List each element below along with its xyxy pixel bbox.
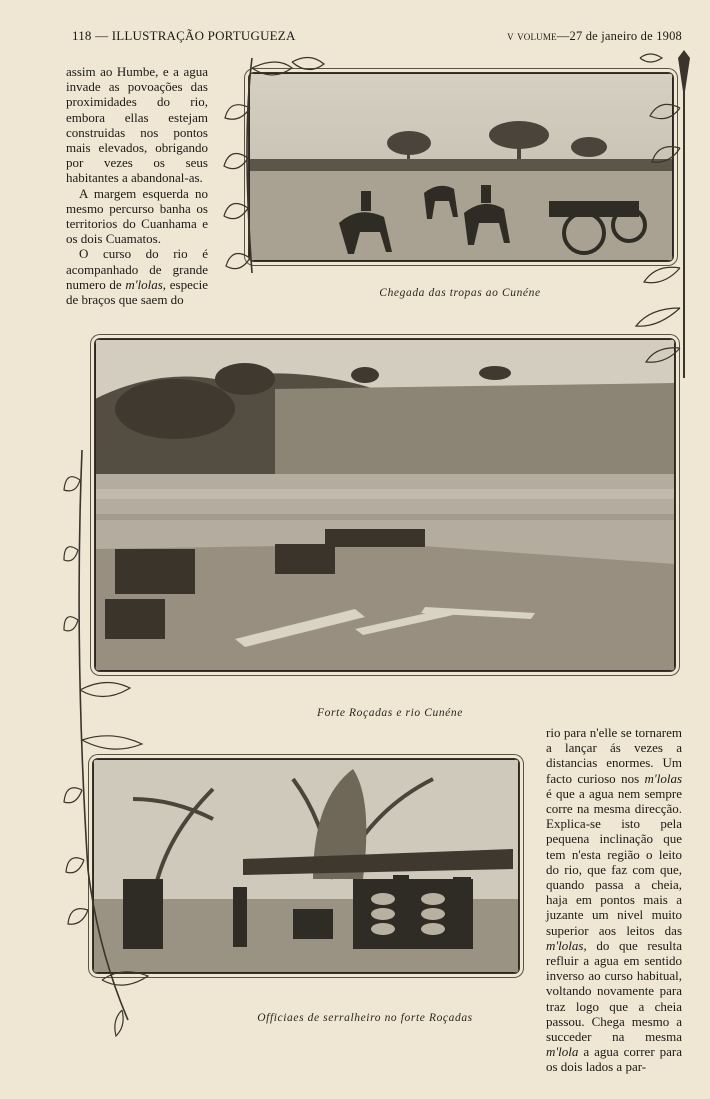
paragraph-3 [66, 246, 208, 307]
paragraph-2: A margem esquerda no mesmo percurso banha os territorios do Cuanhama e os dois Cuamatos. [66, 185, 208, 247]
caption-photo-1: Chegada das tropas ao Cunéne [379, 287, 541, 299]
paragraph-3-em: m'lolas, [125, 276, 167, 292]
header-page-title: 118 — ILLUSTRAÇÃO PORTUGUEZA [72, 28, 296, 43]
paragraph-4-em1: m'lolas [644, 770, 682, 786]
paragraph-4 [546, 725, 682, 1075]
leaf-ornament-left-vine [62, 440, 158, 1040]
paragraph-4-s2: é que a agua nem sempre corre na mesma direcção. Explica-se isto pela pequena inclinação que tem n'esta região o leito do rio, que faz com que, quando passa a cheia, haja em pontos mais a juzante um nivel muito superior aos leitos das [546, 785, 682, 938]
paragraph-4-s3: do que resulta refluir a agua em sentido inverso ao curso habitual, voltando novamente para traz logo que a cheia passou. Chega mesmo a succeder na mesma [546, 937, 682, 1045]
page-header [72, 28, 682, 48]
photo-fort-river [94, 338, 676, 672]
header-volume: v volume [507, 29, 557, 43]
paragraph-4-s1: rio para n'elle se tornarem a lançar ás vezes a distancias enormes. Um facto curioso nos [546, 725, 682, 786]
header-date: —27 de janeiro de 1908 [556, 29, 682, 43]
paragraph-4-em3: m'lola [546, 1044, 579, 1060]
leaf-ornament-top-right [600, 48, 700, 378]
paragraph-4-em2: m'lolas, [546, 937, 587, 953]
paragraph-1: assim ao Humbe, e a agua invade as povoações das proximidades do rio, embora ellas estejam construidas nos pontos mais elevados, obrigando por vezes os seus habitantes a abandonal-as. [66, 64, 208, 186]
paragraph-3-end: especie de braços que saem do [66, 276, 208, 308]
caption-photo-3: Officiaes de serralheiro no forte Roçadas [257, 1012, 473, 1024]
paragraph-4-s4: a agua correr para os dois lados a par- [546, 1044, 682, 1075]
text-column-top [66, 64, 208, 307]
header-volume-date [507, 29, 682, 44]
leaf-ornament-top-left [222, 48, 332, 278]
caption-photo-2: Forte Roçadas e rio Cunéne [317, 707, 463, 719]
paragraph-3-start: O curso do rio é acompanhado de grande numero de [66, 246, 208, 292]
text-column-bottom [546, 725, 682, 1075]
